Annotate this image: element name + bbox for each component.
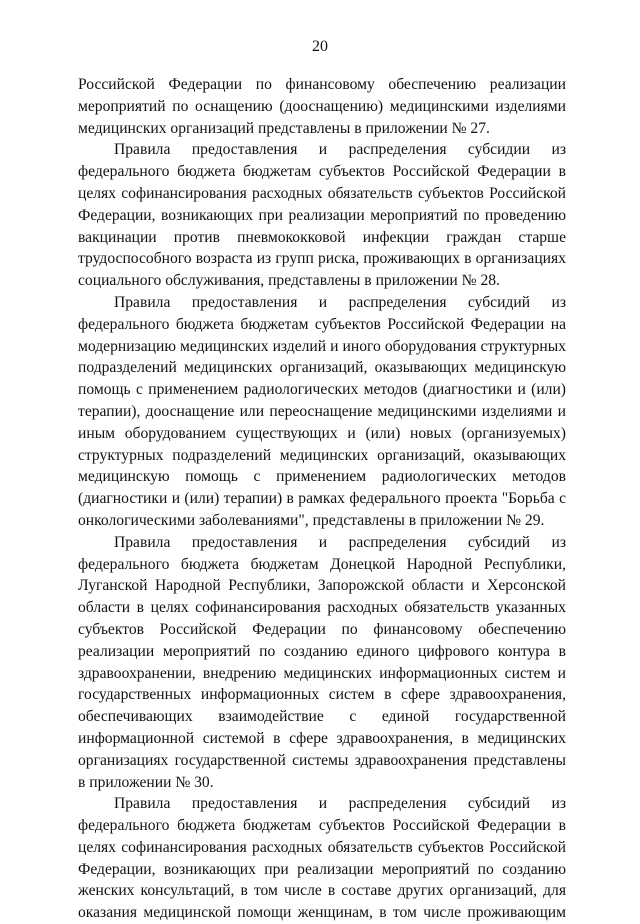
page-number: 20 [312, 38, 328, 55]
paragraph-continuation: Российской Федерации по финансовому обеспечению реализации мероприятий по оснащению (дооснащению) медицинскими изделиями медицинских организаций представлены в приложении № 27. [78, 76, 566, 137]
paragraph-appendix-29: Правила предоставления и распределения субсидий из федерального бюджета бюджетам субъектов Российской Федерации на модернизацию медицинских изделий и иного оборудования структурных подразделений медицинских организаций, оказывающих медицинскую помощь с применением радиологических методов (диагностики и (или) терапии), дооснащение или переоснащение медицинскими изделиями и иным оборудованием существующих и (или) новых (организуемых) структурных подразделений медицинских организаций, оказывающих медицинскую помощь с применением радиологических методов (диагностики и (или) терапии) в рамках федерального проекта "Борьба с онкологическими заболеваниями", представлены в приложении № 29. [78, 293, 566, 529]
paragraph-appendix-28: Правила предоставления и распределения субсидии из федерального бюджета бюджетам субъектов Российской Федерации в целях софинансирования расходных обязательств субъектов Российской Федерации, возникающих при реализации мероприятий по проведению вакцинации против пневмококковой инфекции граждан старше трудоспособного возраста из групп риска, проживающих в организациях социального обслуживания, представлены в приложении № 28. [78, 141, 566, 290]
document-body [78, 74, 566, 924]
paragraph-appendix-30: Правила предоставления и распределения субсидий из федерального бюджета бюджетам Донецкой Народной Республики, Луганской Народной Республики, Запорожской области и Херсонской области в целях софинансирования расходных обязательств указанных субъектов Российской Федерации по финансовому обеспечению реализации мероприятий по созданию единого цифрового контура в здравоохранении, внедрению медицинских информационных систем и государственных информационных систем в сфере здравоохранения, обеспечивающих взаимодействие с единой государственной информационной системой в сфере здравоохранения, в медицинских организациях государственной системы здравоохранения представлены в приложении № 30. [78, 533, 566, 791]
paragraph-womens-consultations: Правила предоставления и распределения субсидий из федерального бюджета бюджетам субъектов Российской Федерации в целях софинансирования расходных обязательств субъектов Российской Федерации, возникающих при реализации мероприятий по созданию женских консультаций, в том числе в составе других организаций, для оказания медицинской помощи женщинам, в том числе проживающим [78, 795, 566, 922]
